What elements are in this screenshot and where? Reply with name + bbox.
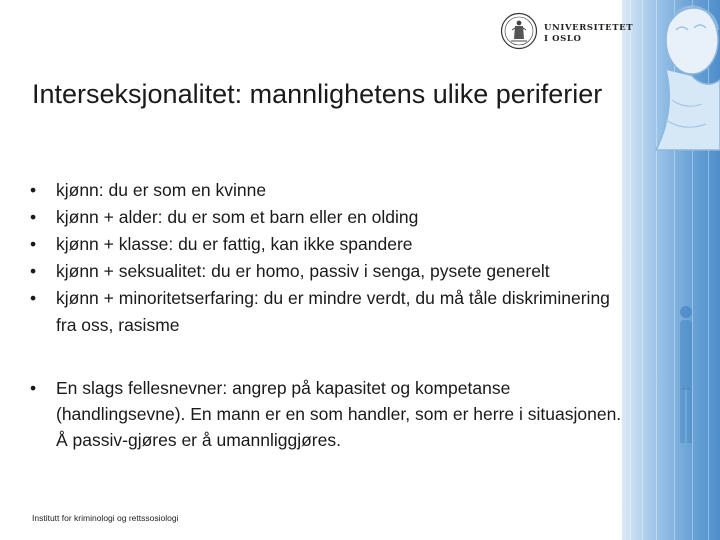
university-name-line2: I OSLO — [544, 34, 582, 44]
summary-bullet-list — [30, 375, 630, 453]
bullet-list — [30, 177, 630, 339]
list-item — [30, 375, 630, 453]
bullet-icon: • — [30, 378, 37, 398]
bullet-icon: • — [30, 288, 37, 308]
list-item-text: En slags fellesnevner: angrep på kapasitet og kompetanse (handlingsevne). En mann er en som handler, som er herre i situasjonen. Å passiv-gjøres er å umannliggjøres. — [56, 378, 622, 450]
bullet-icon: • — [30, 234, 37, 254]
list-item — [30, 204, 630, 231]
bullet-icon: • — [30, 180, 37, 200]
list-item-text: kjønn + alder: du er som et barn eller en olding — [56, 207, 419, 227]
university-logo — [500, 12, 634, 52]
slide-title: Interseksjonalitet: mannlighetens ulike periferier — [32, 79, 603, 109]
list-item-text: kjønn: du er som en kvinne — [56, 180, 267, 200]
university-name-line1: UNIVERSITETET — [544, 23, 634, 33]
decorative-image-band — [622, 0, 720, 540]
list-item-text: kjønn + klasse: du er fattig, kan ikke spandere — [56, 234, 413, 254]
bullet-icon: • — [30, 261, 37, 281]
list-item-text: kjønn + seksualitet: du er homo, passiv i senga, pysete generelt — [56, 261, 550, 281]
list-item — [30, 258, 630, 285]
list-item-text: kjønn + minoritetserfaring: du er mindre verdt, du må tåle diskriminering fra oss, rasisme — [56, 288, 610, 335]
standing-figure-icon — [672, 300, 700, 450]
university-seal-icon — [500, 12, 538, 50]
footer-institute: Institutt for kriminologi og rettssosiologi — [32, 513, 179, 523]
list-item — [30, 285, 630, 339]
list-item — [30, 231, 630, 258]
list-item — [30, 177, 630, 204]
statue-bust-icon — [636, 0, 720, 180]
bullet-icon: • — [30, 207, 37, 227]
